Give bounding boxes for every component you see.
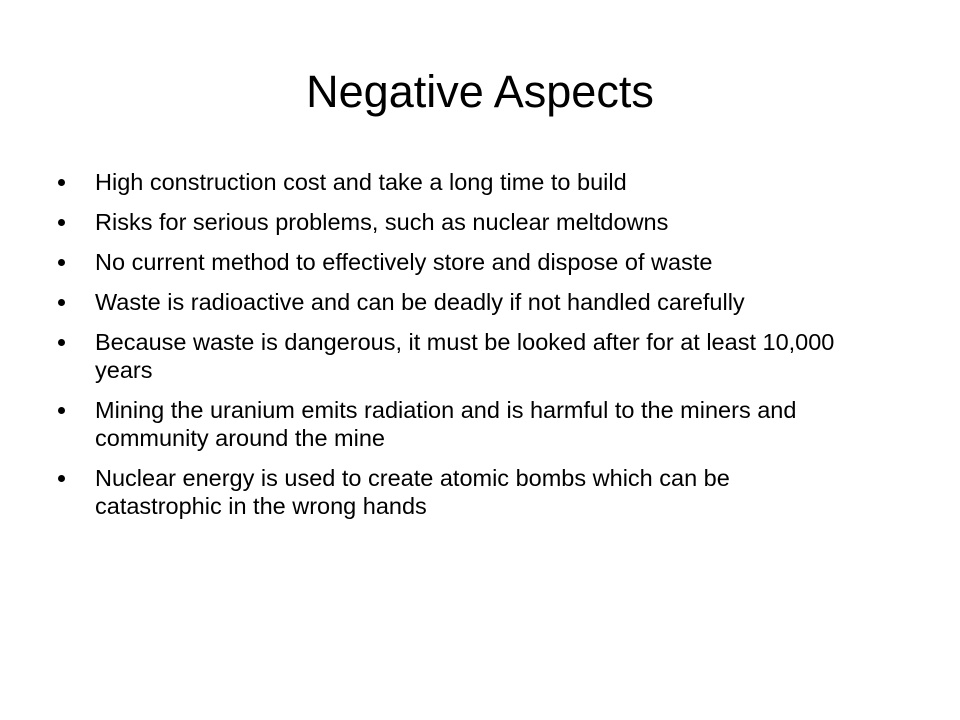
- bullet-dot-icon: [58, 475, 65, 482]
- bullet-text: Waste is radioactive and can be deadly if not handled carefully: [95, 289, 745, 315]
- bullet-dot-icon: [58, 407, 65, 414]
- bullet-item: [58, 208, 858, 236]
- bullet-item: [58, 328, 858, 384]
- bullet-item: [58, 288, 858, 316]
- bullet-list: [58, 168, 858, 532]
- bullet-item: [58, 396, 858, 452]
- bullet-dot-icon: [58, 259, 65, 266]
- bullet-text: No current method to effectively store and dispose of waste: [95, 249, 713, 275]
- bullet-dot-icon: [58, 219, 65, 226]
- bullet-item: [58, 464, 858, 520]
- bullet-dot-icon: [58, 299, 65, 306]
- bullet-text: Because waste is dangerous, it must be looked after for at least 10,000 years: [95, 329, 835, 383]
- bullet-text: Nuclear energy is used to create atomic bombs which can be catastrophic in the wrong hands: [95, 465, 730, 519]
- bullet-item: [58, 168, 858, 196]
- bullet-text: Mining the uranium emits radiation and is harmful to the miners and community around the mine: [95, 397, 797, 451]
- bullet-text: Risks for serious problems, such as nuclear meltdowns: [95, 209, 669, 235]
- bullet-dot-icon: [58, 179, 65, 186]
- bullet-text: High construction cost and take a long time to build: [95, 169, 627, 195]
- bullet-dot-icon: [58, 339, 65, 346]
- slide-title: Negative Aspects: [306, 66, 654, 117]
- bullet-item: [58, 248, 858, 276]
